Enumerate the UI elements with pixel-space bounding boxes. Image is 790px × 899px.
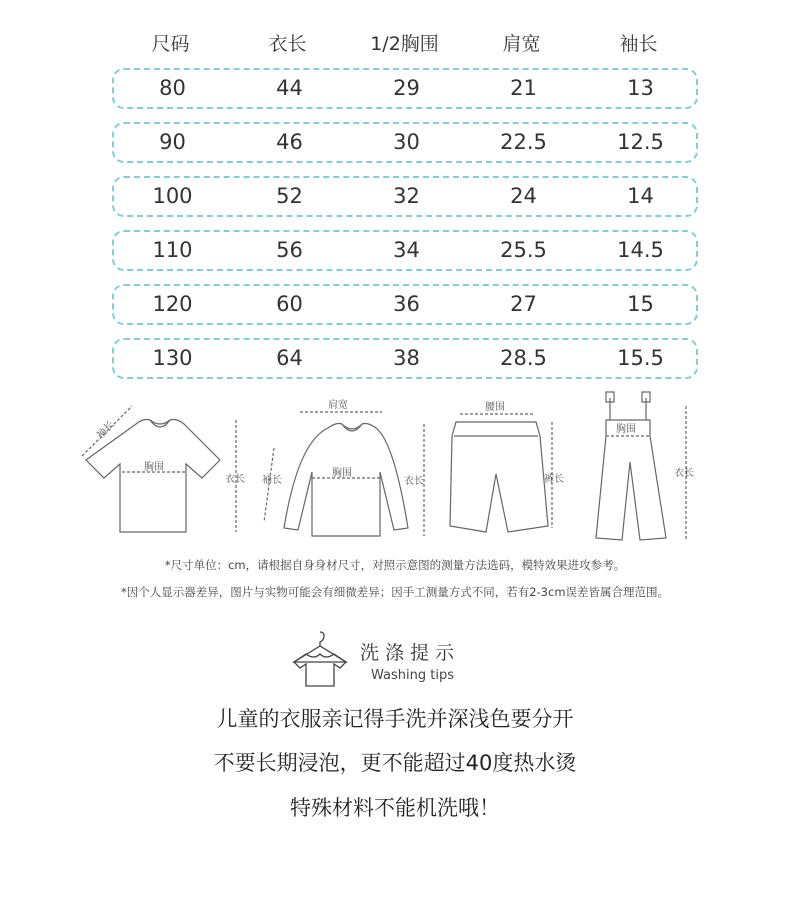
- table-cell: 110: [152, 238, 193, 262]
- size-note: *尺寸单位：cm，请根据自身身材尺寸，对照示意图的测量方法选码，模特效果进攻参考。: [164, 558, 626, 572]
- table-cell: 29: [393, 76, 420, 100]
- tshirt-diagram: [82, 406, 245, 532]
- overalls-length-label: 衣长: [674, 468, 694, 479]
- table-cell: 56: [276, 238, 303, 262]
- sweater-chest-label: 胸围: [332, 468, 352, 479]
- table-cell: 22.5: [500, 130, 547, 154]
- washing-tip: 特殊材料不能机洗哦！: [290, 796, 500, 820]
- pants-diagram: [450, 401, 564, 532]
- table-cell: 14.5: [617, 238, 664, 262]
- table-cell: 80: [159, 76, 186, 100]
- header-length: 衣长: [268, 33, 307, 55]
- header-size: 尺码: [151, 33, 190, 55]
- pants-waist-label: 腰围: [485, 402, 505, 413]
- tshirt-sleeve-label: 袖长: [94, 419, 117, 442]
- table-cell: 52: [276, 184, 303, 208]
- size-table-header: [112, 28, 698, 60]
- table-cell: 36: [393, 292, 420, 316]
- table-cell: 130: [152, 346, 193, 370]
- table-cell: 30: [393, 130, 420, 154]
- tshirt-chest-label: 胸围: [144, 462, 164, 473]
- table-cell: 90: [159, 130, 186, 154]
- washing-tip: 不要长期浸泡，更不能超过40度热水烫: [213, 751, 577, 775]
- overalls-diagram: [596, 392, 694, 540]
- washing-tip: 儿童的衣服亲记得手洗并深浅色要分开: [216, 707, 574, 731]
- washing-title: 洗涤提示: [360, 642, 461, 664]
- washing-subtitle: Washing tips: [371, 668, 454, 683]
- table-row: [112, 338, 698, 379]
- table-cell: 38: [393, 346, 420, 370]
- table-row: [112, 122, 698, 163]
- sweater-sleeve-label: 袖长: [262, 475, 282, 486]
- hanger-shirt-icon: [288, 628, 352, 696]
- sweater-diagram: [262, 398, 424, 536]
- header-half-chest: 1/2胸围: [370, 33, 439, 55]
- table-cell: 44: [276, 76, 303, 100]
- measurement-diagrams: [78, 388, 708, 548]
- table-cell: 25.5: [500, 238, 547, 262]
- table-cell: 28.5: [500, 346, 547, 370]
- table-cell: 15: [627, 292, 654, 316]
- sweater-length-label: 衣长: [404, 476, 424, 487]
- tshirt-length-label: 衣长: [225, 474, 245, 485]
- table-cell: 24: [510, 184, 537, 208]
- table-cell: 64: [276, 346, 303, 370]
- table-cell: 120: [152, 292, 193, 316]
- table-cell: 15.5: [617, 346, 664, 370]
- table-cell: 60: [276, 292, 303, 316]
- table-cell: 34: [393, 238, 420, 262]
- table-cell: 13: [627, 76, 654, 100]
- table-cell: 21: [510, 76, 537, 100]
- table-row: [112, 176, 698, 217]
- header-sleeve: 袖长: [619, 33, 658, 55]
- table-row: [112, 284, 698, 325]
- table-cell: 14: [627, 184, 654, 208]
- table-cell: 27: [510, 292, 537, 316]
- table-cell: 32: [393, 184, 420, 208]
- table-cell: 46: [276, 130, 303, 154]
- header-shoulder: 肩宽: [502, 33, 541, 55]
- overalls-chest-label: 胸围: [616, 424, 636, 435]
- table-cell: 12.5: [617, 130, 664, 154]
- pants-length-label: 裤长: [544, 474, 564, 485]
- table-cell: 100: [152, 184, 193, 208]
- sweater-shoulder-label: 肩宽: [328, 400, 348, 411]
- display-note: *因个人显示器差异，图片与实物可能会有细微差异；因手工测量方式不同，若有2-3cm误差皆属合理范围。: [120, 585, 670, 599]
- table-row: [112, 230, 698, 271]
- table-row: [112, 68, 698, 109]
